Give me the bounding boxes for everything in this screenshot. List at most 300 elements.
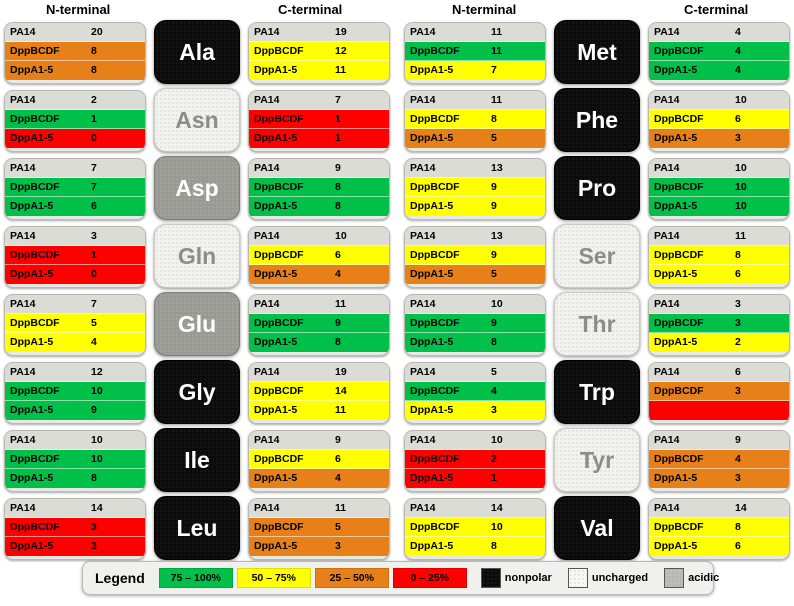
bar-label-dppbcdf: DppBCDF [254, 113, 304, 125]
bar-value-dppa1-5: 0 [91, 132, 97, 144]
bar-label-dppa1-5: DppA1-5 [654, 268, 698, 280]
bar-label-dppbcdf: DppBCDF [254, 521, 304, 533]
header-right-c-terminal: C-terminal [684, 2, 749, 17]
amino-acid-row-val [404, 496, 794, 564]
bar-label-dppbcdf: DppBCDF [10, 385, 60, 397]
bar-label-dppbcdf: DppBCDF [654, 385, 704, 397]
bar-value-dppa1-5: 6 [735, 540, 741, 552]
data-bar-dppbcdf [649, 246, 789, 265]
bar-label-dppbcdf: DppBCDF [10, 113, 60, 125]
panel-c-terminal-thr [648, 294, 790, 356]
data-bar-dppbcdf [249, 382, 389, 401]
data-bar-pa14 [649, 23, 789, 42]
data-bar-dppa1-5 [649, 401, 789, 420]
bar-value-pa14: 10 [491, 434, 503, 446]
data-bar-dppbcdf [5, 42, 145, 61]
bar-value-dppbcdf: 7 [91, 181, 97, 193]
bar-value-dppa1-5: 10 [735, 200, 747, 212]
bar-label-pa14: PA14 [254, 230, 280, 242]
data-bar-pa14 [649, 91, 789, 110]
bar-label-dppa1-5: DppA1-5 [410, 268, 454, 280]
bar-value-pa14: 14 [735, 502, 747, 514]
bar-value-dppa1-5: 3 [491, 404, 497, 416]
panel-c-terminal-ile [248, 430, 390, 492]
amino-acid-row-tyr [404, 428, 794, 496]
bar-label-dppbcdf: DppBCDF [10, 181, 60, 193]
panel-c-terminal-leu [248, 498, 390, 560]
bar-label-pa14: PA14 [410, 94, 436, 106]
bar-value-dppbcdf: 6 [335, 249, 341, 261]
bar-label-dppa1-5: DppA1-5 [410, 472, 454, 484]
bar-value-dppa1-5: 1 [491, 472, 497, 484]
bar-value-dppbcdf: 4 [735, 45, 741, 57]
panel-n-terminal-met [404, 22, 546, 84]
bar-value-dppa1-5: 9 [491, 200, 497, 212]
amino-acid-badge-val: Val [554, 496, 640, 560]
data-bar-pa14 [249, 295, 389, 314]
panel-c-terminal-ala [248, 22, 390, 84]
amino-acid-badge-asn: Asn [154, 88, 240, 152]
data-bar-dppbcdf [5, 518, 145, 537]
bar-label-dppa1-5: DppA1-5 [654, 200, 698, 212]
bar-label-pa14: PA14 [654, 26, 680, 38]
data-bar-pa14 [249, 499, 389, 518]
data-bar-dppa1-5 [649, 537, 789, 556]
bar-value-dppbcdf: 4 [491, 385, 497, 397]
bar-value-dppbcdf: 6 [335, 453, 341, 465]
bar-label-pa14: PA14 [10, 26, 36, 38]
data-bar-pa14 [405, 295, 545, 314]
data-bar-dppa1-5 [649, 61, 789, 80]
amino-acid-row-trp [404, 360, 794, 428]
bar-value-dppa1-5: 4 [735, 64, 741, 76]
bar-value-dppa1-5: 4 [335, 268, 341, 280]
bar-value-pa14: 12 [91, 366, 103, 378]
data-bar-dppbcdf [249, 518, 389, 537]
bar-label-pa14: PA14 [654, 502, 680, 514]
bar-value-dppbcdf: 1 [91, 113, 97, 125]
bar-label-dppbcdf: DppBCDF [10, 317, 60, 329]
panel-c-terminal-glu [248, 294, 390, 356]
data-bar-dppa1-5 [5, 61, 145, 80]
bar-label-dppa1-5: DppA1-5 [410, 540, 454, 552]
bar-label-dppa1-5: DppA1-5 [10, 336, 54, 348]
data-bar-pa14 [649, 431, 789, 450]
data-bar-dppbcdf [405, 42, 545, 61]
bar-label-dppa1-5: DppA1-5 [410, 64, 454, 76]
bar-label-dppbcdf: DppBCDF [254, 45, 304, 57]
data-bar-dppbcdf [5, 110, 145, 129]
bar-label-pa14: PA14 [10, 230, 36, 242]
panel-n-terminal-ala [4, 22, 146, 84]
bar-value-dppbcdf: 8 [335, 181, 341, 193]
panel-c-terminal-gly [248, 362, 390, 424]
data-bar-dppa1-5 [649, 469, 789, 488]
amino-acid-row-pro [404, 156, 794, 224]
bar-label-dppbcdf: DppBCDF [254, 453, 304, 465]
data-bar-dppa1-5 [649, 129, 789, 148]
bar-value-pa14: 10 [91, 434, 103, 446]
bar-label-pa14: PA14 [254, 94, 280, 106]
bar-label-pa14: PA14 [254, 162, 280, 174]
bar-value-dppbcdf: 1 [91, 249, 97, 261]
data-bar-pa14 [5, 227, 145, 246]
bar-value-dppa1-5: 0 [91, 268, 97, 280]
data-bar-pa14 [649, 227, 789, 246]
data-bar-pa14 [5, 159, 145, 178]
right-column [404, 20, 794, 564]
bar-value-dppa1-5: 11 [335, 404, 347, 416]
data-bar-dppa1-5 [249, 333, 389, 352]
bar-label-dppa1-5: DppA1-5 [10, 404, 54, 416]
amino-acid-badge-glu: Glu [154, 292, 240, 356]
data-bar-pa14 [249, 363, 389, 382]
data-bar-dppbcdf [249, 314, 389, 333]
legend-bins [159, 568, 471, 588]
data-bar-dppa1-5 [5, 265, 145, 284]
panel-n-terminal-ser [404, 226, 546, 288]
bar-label-dppbcdf: DppBCDF [410, 521, 460, 533]
bar-value-dppa1-5: 3 [735, 472, 741, 484]
bar-value-dppbcdf: 10 [91, 453, 103, 465]
amino-acid-row-asp [4, 156, 394, 224]
bar-value-dppa1-5: 8 [491, 540, 497, 552]
bar-value-pa14: 11 [335, 502, 347, 514]
legend [82, 561, 720, 595]
panel-n-terminal-phe [404, 90, 546, 152]
legend-class-label-nonpolar: nonpolar [504, 572, 552, 584]
data-bar-pa14 [405, 159, 545, 178]
bar-label-pa14: PA14 [410, 230, 436, 242]
data-bar-dppa1-5 [5, 197, 145, 216]
bar-label-dppa1-5: DppA1-5 [654, 336, 698, 348]
data-bar-pa14 [649, 295, 789, 314]
data-bar-pa14 [249, 23, 389, 42]
panel-n-terminal-gly [4, 362, 146, 424]
amino-acid-row-asn [4, 88, 394, 156]
bar-label-pa14: PA14 [654, 298, 680, 310]
bar-label-dppa1-5: DppA1-5 [410, 200, 454, 212]
data-bar-dppbcdf [5, 178, 145, 197]
data-bar-dppbcdf [405, 450, 545, 469]
bar-label-dppbcdf: DppBCDF [10, 521, 60, 533]
bar-value-dppa1-5: 3 [91, 540, 97, 552]
data-bar-pa14 [5, 295, 145, 314]
bar-label-dppbcdf: DppBCDF [410, 317, 460, 329]
data-bar-dppa1-5 [405, 537, 545, 556]
bar-value-dppbcdf: 10 [91, 385, 103, 397]
data-bar-dppa1-5 [5, 537, 145, 556]
data-bar-pa14 [5, 499, 145, 518]
panel-c-terminal-trp [648, 362, 790, 424]
panel-n-terminal-glu [4, 294, 146, 356]
bar-value-dppa1-5: 4 [91, 336, 97, 348]
amino-acid-badge-tyr: Tyr [554, 428, 640, 492]
data-bar-dppa1-5 [5, 129, 145, 148]
data-bar-dppa1-5 [405, 265, 545, 284]
data-bar-dppa1-5 [649, 265, 789, 284]
bar-value-dppa1-5: 3 [735, 132, 741, 144]
bar-label-pa14: PA14 [410, 162, 436, 174]
amino-acid-badge-gln: Gln [154, 224, 240, 288]
bar-value-dppa1-5: 9 [91, 404, 97, 416]
bar-label-dppbcdf: DppBCDF [654, 317, 704, 329]
data-bar-pa14 [405, 499, 545, 518]
data-bar-dppbcdf [649, 382, 789, 401]
bar-value-dppbcdf: 3 [91, 521, 97, 533]
bar-label-dppa1-5: DppA1-5 [654, 132, 698, 144]
bar-value-dppbcdf: 9 [491, 317, 497, 329]
bar-label-dppa1-5: DppA1-5 [654, 472, 698, 484]
bar-label-dppbcdf: DppBCDF [254, 181, 304, 193]
bar-value-pa14: 10 [735, 162, 747, 174]
bar-label-pa14: PA14 [10, 366, 36, 378]
bar-value-pa14: 3 [735, 298, 741, 310]
bar-label-pa14: PA14 [10, 434, 36, 446]
bar-value-dppbcdf: 9 [491, 249, 497, 261]
amino-acid-row-leu [4, 496, 394, 564]
bar-value-pa14: 7 [91, 162, 97, 174]
bar-label-pa14: PA14 [254, 298, 280, 310]
bar-label-dppa1-5: DppA1-5 [10, 472, 54, 484]
header-right-n-terminal: N-terminal [452, 2, 517, 17]
bar-value-dppa1-5: 11 [335, 64, 347, 76]
bar-label-dppa1-5: DppA1-5 [254, 404, 298, 416]
data-bar-dppbcdf [249, 246, 389, 265]
data-bar-dppbcdf [249, 110, 389, 129]
amino-acid-row-glu [4, 292, 394, 360]
data-bar-pa14 [5, 91, 145, 110]
bar-value-dppa1-5: 4 [335, 472, 341, 484]
panel-c-terminal-gln [248, 226, 390, 288]
bar-label-pa14: PA14 [654, 94, 680, 106]
bar-label-dppbcdf: DppBCDF [410, 181, 460, 193]
bar-label-dppa1-5: DppA1-5 [654, 540, 698, 552]
bar-label-dppbcdf: DppBCDF [654, 181, 704, 193]
bar-value-pa14: 6 [735, 366, 741, 378]
bar-value-dppbcdf: 8 [735, 249, 741, 261]
bar-label-pa14: PA14 [254, 366, 280, 378]
data-bar-dppa1-5 [405, 469, 545, 488]
bar-value-dppa1-5: 8 [91, 64, 97, 76]
bar-label-dppbcdf: DppBCDF [254, 249, 304, 261]
bar-label-dppa1-5: DppA1-5 [10, 64, 54, 76]
panel-c-terminal-asp [248, 158, 390, 220]
data-bar-dppa1-5 [5, 469, 145, 488]
bar-label-dppbcdf: DppBCDF [254, 317, 304, 329]
bar-label-dppa1-5: DppA1-5 [254, 200, 298, 212]
data-bar-pa14 [649, 499, 789, 518]
bar-value-dppa1-5: 0 [735, 404, 741, 416]
data-bar-pa14 [5, 23, 145, 42]
bar-value-dppbcdf: 10 [735, 181, 747, 193]
amino-acid-badge-thr: Thr [554, 292, 640, 356]
bar-label-dppa1-5: DppA1-5 [254, 64, 298, 76]
bar-label-dppa1-5: DppA1-5 [410, 132, 454, 144]
data-bar-dppa1-5 [405, 61, 545, 80]
panel-n-terminal-trp [404, 362, 546, 424]
bar-value-pa14: 3 [91, 230, 97, 242]
bar-value-dppbcdf: 3 [735, 317, 741, 329]
bar-value-pa14: 9 [735, 434, 741, 446]
legend-class-label-acidic: acidic [688, 572, 720, 584]
amino-acid-badge-leu: Leu [154, 496, 240, 560]
data-bar-dppa1-5 [5, 333, 145, 352]
bar-label-dppa1-5: DppA1-5 [654, 404, 698, 416]
left-column [4, 20, 394, 564]
bar-value-pa14: 9 [335, 162, 341, 174]
bar-label-pa14: PA14 [10, 162, 36, 174]
bar-label-pa14: PA14 [410, 298, 436, 310]
legend-class-label-uncharged: uncharged [591, 572, 649, 584]
panel-n-terminal-pro [404, 158, 546, 220]
bar-value-dppa1-5: 8 [491, 336, 497, 348]
bar-value-dppbcdf: 1 [335, 113, 341, 125]
bar-value-dppbcdf: 6 [735, 113, 741, 125]
data-bar-dppbcdf [249, 178, 389, 197]
bar-label-dppbcdf: DppBCDF [410, 249, 460, 261]
bar-label-dppa1-5: DppA1-5 [254, 132, 298, 144]
panel-n-terminal-val [404, 498, 546, 560]
bar-value-dppa1-5: 8 [335, 200, 341, 212]
bar-value-dppa1-5: 2 [735, 336, 741, 348]
bar-value-dppbcdf: 9 [491, 181, 497, 193]
panel-n-terminal-asp [4, 158, 146, 220]
bar-label-dppa1-5: DppA1-5 [254, 268, 298, 280]
data-bar-dppbcdf [649, 178, 789, 197]
legend-swatch-nonpolar [481, 568, 501, 588]
panel-n-terminal-gln [4, 226, 146, 288]
bar-value-dppbcdf: 12 [335, 45, 347, 57]
data-bar-pa14 [405, 23, 545, 42]
data-bar-dppa1-5 [649, 333, 789, 352]
bar-value-dppbcdf: 3 [735, 385, 741, 397]
bar-value-pa14: 11 [491, 26, 503, 38]
data-bar-pa14 [405, 363, 545, 382]
amino-acid-row-ser [404, 224, 794, 292]
bar-label-dppa1-5: DppA1-5 [254, 336, 298, 348]
data-bar-pa14 [249, 227, 389, 246]
bar-label-pa14: PA14 [254, 502, 280, 514]
data-bar-pa14 [405, 227, 545, 246]
amino-acid-badge-ser: Ser [554, 224, 640, 288]
bar-label-dppbcdf: DppBCDF [654, 453, 704, 465]
amino-acid-badge-ala: Ala [154, 20, 240, 84]
bar-label-dppbcdf: DppBCDF [10, 453, 60, 465]
bar-label-pa14: PA14 [654, 162, 680, 174]
bar-label-dppbcdf: DppBCDF [654, 113, 704, 125]
panel-c-terminal-phe [648, 90, 790, 152]
amino-acid-badge-met: Met [554, 20, 640, 84]
data-bar-dppbcdf [649, 42, 789, 61]
bar-label-pa14: PA14 [10, 94, 36, 106]
bar-label-pa14: PA14 [410, 502, 436, 514]
bar-value-dppa1-5: 7 [491, 64, 497, 76]
legend-classes [471, 568, 725, 588]
data-bar-dppbcdf [249, 42, 389, 61]
bar-value-dppbcdf: 5 [335, 521, 341, 533]
panel-n-terminal-ile [4, 430, 146, 492]
data-bar-dppbcdf [405, 246, 545, 265]
panel-n-terminal-asn [4, 90, 146, 152]
data-bar-dppa1-5 [405, 129, 545, 148]
panel-c-terminal-pro [648, 158, 790, 220]
amino-acid-row-gly [4, 360, 394, 428]
amino-acid-row-gln [4, 224, 394, 292]
bar-value-pa14: 10 [735, 94, 747, 106]
data-bar-dppa1-5 [405, 197, 545, 216]
data-bar-dppbcdf [5, 314, 145, 333]
data-bar-dppa1-5 [249, 401, 389, 420]
bar-value-pa14: 11 [491, 94, 503, 106]
bar-value-pa14: 13 [491, 162, 503, 174]
bar-label-dppbcdf: DppBCDF [10, 45, 60, 57]
bar-value-pa14: 2 [91, 94, 97, 106]
legend-bin: 75 – 100% [159, 568, 233, 588]
bar-value-pa14: 13 [491, 230, 503, 242]
bar-value-dppa1-5: 6 [91, 200, 97, 212]
data-bar-pa14 [249, 159, 389, 178]
bar-label-dppa1-5: DppA1-5 [410, 336, 454, 348]
panel-n-terminal-tyr [404, 430, 546, 492]
data-bar-dppbcdf [249, 450, 389, 469]
bar-label-pa14: PA14 [10, 502, 36, 514]
data-bar-dppbcdf [405, 110, 545, 129]
bar-label-dppbcdf: DppBCDF [410, 45, 460, 57]
amino-acid-badge-pro: Pro [554, 156, 640, 220]
amino-acid-row-met [404, 20, 794, 88]
data-bar-dppbcdf [649, 314, 789, 333]
bar-label-pa14: PA14 [254, 434, 280, 446]
bar-label-dppbcdf: DppBCDF [254, 385, 304, 397]
panel-n-terminal-thr [404, 294, 546, 356]
bar-label-dppa1-5: DppA1-5 [10, 200, 54, 212]
bar-value-pa14: 4 [735, 26, 741, 38]
data-bar-pa14 [5, 363, 145, 382]
bar-value-dppbcdf: 8 [91, 45, 97, 57]
header-left-n-terminal: N-terminal [46, 2, 111, 17]
data-bar-dppa1-5 [249, 469, 389, 488]
bar-value-dppa1-5: 1 [335, 132, 341, 144]
bar-value-dppbcdf: 8 [735, 521, 741, 533]
panel-n-terminal-leu [4, 498, 146, 560]
data-bar-dppa1-5 [249, 537, 389, 556]
data-bar-pa14 [405, 91, 545, 110]
data-bar-dppa1-5 [405, 333, 545, 352]
data-bar-pa14 [249, 91, 389, 110]
data-bar-dppbcdf [5, 382, 145, 401]
bar-value-dppa1-5: 8 [335, 336, 341, 348]
bar-label-pa14: PA14 [254, 26, 280, 38]
bar-value-dppbcdf: 5 [91, 317, 97, 329]
bar-value-dppbcdf: 14 [335, 385, 347, 397]
data-bar-dppbcdf [649, 518, 789, 537]
bar-value-dppa1-5: 3 [335, 540, 341, 552]
bar-value-dppbcdf: 4 [735, 453, 741, 465]
bar-label-dppbcdf: DppBCDF [10, 249, 60, 261]
bar-value-dppbcdf: 8 [491, 113, 497, 125]
bar-value-dppa1-5: 8 [91, 472, 97, 484]
data-bar-dppbcdf [649, 110, 789, 129]
data-bar-pa14 [5, 431, 145, 450]
panel-c-terminal-asn [248, 90, 390, 152]
data-bar-dppa1-5 [249, 265, 389, 284]
data-bar-dppbcdf [405, 382, 545, 401]
amino-acid-row-thr [404, 292, 794, 360]
legend-bin: 50 – 75% [237, 568, 311, 588]
bar-label-dppbcdf: DppBCDF [410, 113, 460, 125]
bar-value-dppa1-5: 5 [491, 268, 497, 280]
